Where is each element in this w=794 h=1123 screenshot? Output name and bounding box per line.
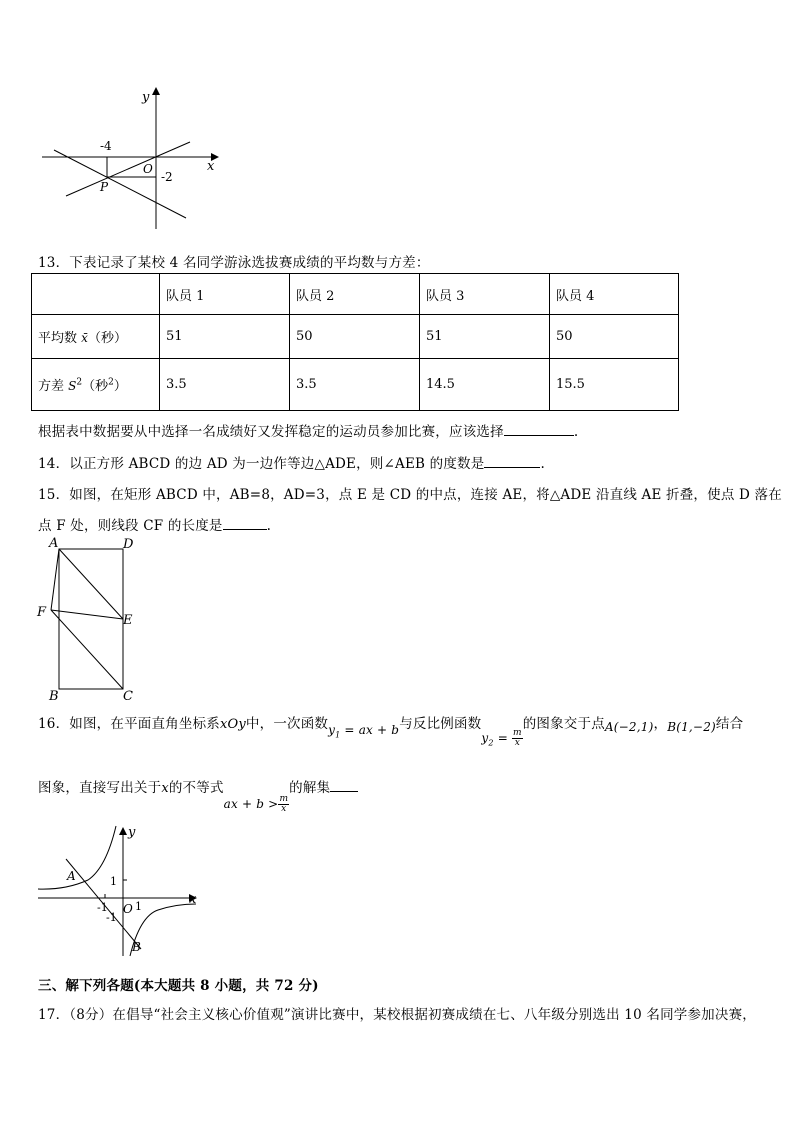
- row-label-mean: 平均数 x̄（秒）: [32, 315, 160, 359]
- hyperbola-branch-2: [38, 826, 116, 889]
- q14-stem: 14．以正方形 ABCD 的边 AD 为一边作等边△ADE，则∠AEB 的度数是 .: [38, 456, 545, 472]
- table-cell: 队员 1: [160, 274, 290, 315]
- table-cell: 队员 3: [420, 274, 550, 315]
- q16-figure: [36, 824, 202, 960]
- tick-label-y1: 1: [110, 875, 117, 888]
- y-axis-label: y: [128, 825, 136, 840]
- label-b: B: [49, 689, 59, 704]
- table-cell: 队员 4: [550, 274, 679, 315]
- label-c: C: [123, 689, 133, 704]
- answer-blank[interactable]: [504, 423, 574, 436]
- table-cell: 15.5: [550, 359, 679, 411]
- q16-stem-line1: 16．如图，在平面直角坐标系xOy中，一次函数$y_1$ = ax + b与反比例函数$y_2$ = $\frac{m}{x}$ 的图象交于点A(−2,1)，B(1,−2)结合: [38, 716, 744, 748]
- table-cell: 51: [420, 315, 550, 359]
- table-cell: 3.5: [160, 359, 290, 411]
- table-cell: 队员 2: [290, 274, 420, 315]
- table-cell: 51: [160, 315, 290, 359]
- q13-table: [31, 273, 679, 411]
- segment-ae: [59, 549, 123, 619]
- tick-neg2: -2: [161, 170, 173, 184]
- tick-label-yneg1: -1: [106, 911, 117, 924]
- answer-blank[interactable]: [484, 455, 540, 468]
- label-e: E: [123, 613, 133, 628]
- q15-figure: [34, 534, 144, 704]
- rectangle-abcd: [59, 549, 123, 689]
- q13-answer-line: 根据表中数据要从中选择一名成绩好又发挥稳定的运动员参加比赛，应该选择 .: [38, 424, 579, 440]
- tick-label-x1: 1: [135, 900, 142, 913]
- table-cell: 50: [290, 315, 420, 359]
- table-cell: [32, 274, 160, 315]
- segment-fe: [51, 610, 123, 619]
- x-axis-label: x: [189, 892, 197, 907]
- table-header-row: [32, 274, 679, 315]
- table-cell: 14.5: [420, 359, 550, 411]
- line-1: [54, 150, 186, 218]
- point-b-label: B: [132, 940, 141, 954]
- origin-label: O: [143, 162, 153, 176]
- y-axis-label: y: [142, 90, 150, 105]
- answer-blank[interactable]: [330, 779, 358, 792]
- table-row: [32, 315, 679, 359]
- q12-figure: [36, 84, 226, 234]
- segment-af: [51, 549, 59, 610]
- point-p-label: P: [100, 180, 109, 194]
- label-f: F: [37, 605, 47, 620]
- q16-stem-line2: 图象，直接写出关于x的不等式ax + b > $\frac{m}{x}$ 的解集: [38, 776, 358, 798]
- point-a-label: A: [67, 869, 76, 883]
- q13-stem: 13．下表记录了某校 4 名同学游泳选拔赛成绩的平均数与方差：: [38, 255, 430, 271]
- table-cell: 50: [550, 315, 679, 359]
- answer-blank[interactable]: [223, 517, 267, 530]
- q15-stem-line2: 点 F 处，则线段 CF 的长度是 .: [38, 518, 272, 534]
- table-cell: 3.5: [290, 359, 420, 411]
- label-d: D: [123, 537, 134, 552]
- q17-stem: 17．（8分）在倡导“社会主义核心价值观”演讲比赛中，某校根据初赛成绩在七、八年级分别选出 10 名同学参加决赛，: [38, 1007, 756, 1023]
- label-a: A: [49, 536, 59, 551]
- segment-fc: [51, 610, 123, 689]
- table-row: [32, 359, 679, 411]
- tick-label-xneg1: -1: [97, 901, 108, 914]
- section-3-title: 三、解下列各题(本大题共 8 小题，共 72 分): [38, 978, 319, 994]
- q15-stem-line1: 15．如图，在矩形 ABCD 中，AB=8，AD=3，点 E 是 CD 的中点，连接 AE，将△ADE 沿直线 AE 折叠，使点 D 落在: [38, 487, 782, 503]
- x-axis-label: x: [207, 159, 215, 174]
- row-label-variance: 方差 $S^2$（秒$^2$）: [32, 359, 160, 411]
- origin-label: O: [123, 902, 133, 916]
- tick-neg4: -4: [100, 139, 112, 153]
